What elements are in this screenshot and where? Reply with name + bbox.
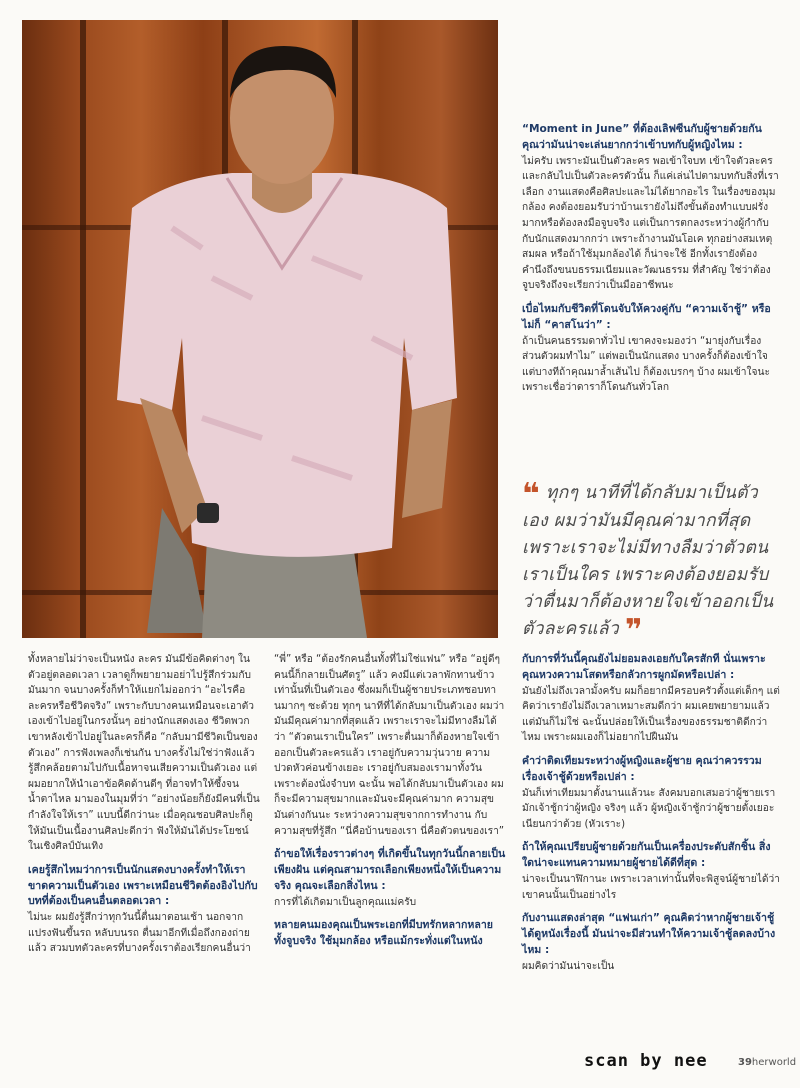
question-heading: เบื่อไหมกับชีวิตที่โดนจับให้ควงคู่กับ “ความเจ้าชู้” หรือไม่ก็ “คาสโนว่า” : xyxy=(522,302,771,331)
question-heading: คำว่าติดเทียมระหว่างผู้หญิงและผู้ชาย คุณว่าควรรวมเรื่องเจ้าชู้ด้วยหรือเปล่า : xyxy=(522,754,762,783)
question-heading: ถ้าให้คุณเปรียบผู้ชายด้วยกันเป็นเครื่องประดับสักชิ้น สิ่งใดน่าจะแทนความหมายผู้ชายได้ดีที่สุด : xyxy=(522,841,771,870)
answer-text: การที่ได้เกิดมาเป็นลูกคุณแม่ครับ xyxy=(274,896,417,908)
pull-quote-text: ทุกๆ นาทีที่ได้กลับมาเป็นตัวเอง ผมว่ามันมีคุณค่ามากที่สุด เพราะเราจะไม่มีทางลืมว่าตัวตนเราเป็นใคร เพราะคงต้องยอมรับว่าตื่นมาก็ต้องหายใจเข้าออกเป็นตัวละครแล้ว xyxy=(522,483,774,639)
page-folio xyxy=(738,1057,796,1068)
qa-block xyxy=(522,840,780,903)
answer-text: ไม่นะ ผมยังรู้สึกว่าทุกวันนี้ตื่นมาตอนเช้า นอกจากแปรงฟันขึ้นรถ หลับบนรถ ตื่นมาอีกทีเมื่อถึงกองถ่ายแล้ว สวมบทตัวละครที่บางครั้งเราต้องเรียกคนอื่นว่า xyxy=(28,912,251,955)
right-column-bottom xyxy=(522,652,780,982)
question-heading: หลายคนมองคุณเป็นพระเอกที่มีบทรักหลากหลาย ทั้งจูบจริง ใช้มุมกล้อง หรือแม้กระทั่งแต่ในหนัง xyxy=(274,919,493,947)
question-heading: ถ้าขอให้เรื่องราวต่างๆ ที่เกิดขึ้นในทุกวันนี้กลายเป็นเพียงฝัน แต่คุณสามารถเลือกเพียงหนึ่งให้เป็นความจริง คุณจะเลือกสิ่งไหน : xyxy=(274,848,506,892)
qa-block xyxy=(274,847,506,910)
answer-text: น่าจะเป็นนาฬิกานะ เพราะเวลาเท่านั้นที่จะพิสูจน์ผู้ชายได้ว่าเขาคนนั้นเป็นอย่างไร xyxy=(522,873,780,901)
question-heading: กับการที่วันนี้คุณยังไม่ยอมลงเอยกับใครสักที นั่นเพราะคุณหวงความโสดหรือกลัวการผูกมัดหรือเปล่า : xyxy=(522,653,766,681)
magazine-name: herworld xyxy=(751,1057,797,1068)
answer-text: มันก็เท่าเทียมมาตั้งนานแล้วนะ สังคมบอกเสมอว่าผู้ชายเรามักเจ้าชู้กว่าผู้หญิง จริงๆ แล้ว ผู้หญิงเจ้าชู้กว่าผู้ชายตั้งเยอะ เนียนกว่าด้วย (หัวเราะ) xyxy=(522,787,776,830)
cover-photo xyxy=(22,20,498,638)
question-heading: “Moment in June” ที่ต้องเลิฟซีนกับผู้ชายด้วยกัน คุณว่ามันน่าจะเล่นยากกว่าเข้าบทกับผู้หญิงไหม : xyxy=(522,123,762,151)
qa-block xyxy=(522,302,780,396)
question-heading: เคยรู้สึกไหมว่าการเป็นนักแสดงบางครั้งทำให้เราขาดความเป็นตัวเอง เพราะเหมือนชีวิตต้องอิงไปกับบทที่ต้องเป็นคนอื่นตลอดเวลา : xyxy=(28,863,258,908)
body-paragraph: “พี่” หรือ “ต้องรักคนอื่นทั้งที่ไม่ใช่แฟน” หรือ “อยู่ดีๆ คนนี้ก็กลายเป็นศัตรู” แล้ว คงมีแต่เวลาพักทานข้าวเท่านั้นที่เป็นตัวเอง ซึ่งผมก็เป็นผู้ชายประเภทชอบทานมากๆ ซะด้วย ทุกๆ นาทีที่ได้กลับมาเป็นตัวเอง ผมว่ามันมีคุณค่ามากที่สุดแล้ว เพราะเราจะไม่มีทางลืมได้ว่า “ตัวตนเราเป็นใคร” เพราะตื่นมาก็ต้องหายใจเข้าออกเป็นตัวละครแล้ว เราอยู่กับความวุ่นวาย ความปวดหัวค่อนข้างเยอะ เราอยู่กับสมองเรามาทั้งวันเพราะต้องนั่งจำบท ฉะนั้น พอได้กลับมาเป็นตัวเอง ผมก็จะมีความสุขมากและมันจะมีคุณค่ามาก ความสุขมันต่างกันนะ ระหว่างความสุขจากการทำงาน กับความสุขที่รู้สึก “นี่คือบ้านของเรา นี่คือตัวตนของเรา” xyxy=(274,654,505,837)
open-quote-icon: ❝ xyxy=(522,477,540,512)
middle-column xyxy=(274,652,506,958)
qa-block xyxy=(522,754,780,832)
question-heading: กับงานแสดงล่าสุด “แฟนเก่า” คุณคิดว่าหากผู้ชายเจ้าชู้ได้ดูหนังเรื่องนี้ มันน่าจะมีส่วนทำให้ความเจ้าชู้ลดลงบ้างไหม : xyxy=(522,912,776,956)
qa-block xyxy=(28,863,260,957)
man-portrait-illustration xyxy=(112,38,462,638)
answer-text: มันยังไม่ถึงเวลามั้งครับ ผมก็อยากมีครอบครัวตั้งแต่เด็กๆ แต่คิดว่าเรายังไม่ถึงเวลาเหมาะสมดีกว่า ผมเคยพยายามแล้ว แต่มันก็ไม่ใช่ ฉะนั้นปล่อยให้เป็นเรื่องของธรรมชาติดีกว่าไหม เพราะผมเองก็ไม่อยากไปฝืนมัน xyxy=(522,685,780,744)
page-number: 39 xyxy=(738,1057,752,1068)
right-column-top xyxy=(522,122,780,404)
pull-quote xyxy=(522,477,778,648)
answer-text: ถ้าเป็นคนธรรมดาทั่วไป เขาคงจะมองว่า “มายุ่งกับเรื่องส่วนตัวผมทำไม” แต่พอเป็นนักแสดง บางครั้งก็ต้องเข้าใจ แต่บางทีถ้าคุณมาล้ำเส้นไป ก็ต้องเบรกๆ บ้าง ผมเข้าใจนะเพราะเชื่อว่าดาราก็โดนกันทั่วโลก xyxy=(522,335,770,394)
qa-block xyxy=(522,911,780,974)
wall-panel-seam xyxy=(80,20,86,638)
qa-block xyxy=(274,918,506,950)
answer-text: ผมคิดว่ามันน่าจะเป็น xyxy=(522,960,615,972)
qa-block xyxy=(522,122,780,294)
scan-credit: scan by nee xyxy=(584,1051,708,1071)
body-paragraph: ทั้งหลายไม่ว่าจะเป็นหนัง ละคร มันมีข้อคิดต่างๆ ในตัวอยู่ตลอดเวลา เวลาดูก็พยายามอย่าไปรู้สึกร่วมกับมันมาก จนบางครั้งก็ทำให้แยกไม่ออกว่า “อะไรคือละครหรือชีวิตจริง” เพราะกับบางคนเหมือนจะเอาตัวเองเข้าไปอยู่ในกรงนั้นๆ อย่างนักแสดงเอง ชีวิตพวกเขาหลังเข้าไปอยู่ในละครก็คือ “กลับมามีชีวิตเป็นของตัวเอง” การฟังเพลงก็เช่นกัน บางครั้งไม่ใช่ว่าฟังแล้วรู้สึกคล้อยตามไปกับเนื้อหาจนเสียความเป็นตัวเอง แต่ผมอยากให้นำเอาข้อคิดด้านดีๆ ที่อาจทำให้ซึ้งจนน้ำตาไหล มามองในมุมที่ว่า “อย่างน้อยก็ยังมีคนที่เป็นกำลังใจให้เรา” แบบนี้ดีกว่านะ เมื่อคุณชอบศิลปะก็ดูให้มันเป็นเนื้องานศิลปะดีกว่า ฟังให้มันได้ประโยชน์ในเชิงศิลป์บันเทิง xyxy=(28,654,260,853)
answer-text: ไม่ครับ เพราะมันเป็นตัวละคร พอเข้าใจบท เข้าใจตัวละคร และกลับไปเป็นตัวละครตัวนั้น ก็แค่เล่นไปตามบทกับสิ่งที่เราเลือก งานแสดงคือศิลปะและไม่ได้ยากอะไร ในเรื่องของมุมกล้อง คงต้องยอมรับว่าบ้านเรายังไม่ถึงขั้นต้องทำแบบฝรั่งมากหรือต้องลงมือจูบจริง แต่เป็นการตกลงระหว่างผู้กำกับกับนักแสดงมากกว่า เพราะถ้างานมันโอเค ทุกอย่างสมเหตุสมผล หรือถ้าใช้มุมกล้องได้ ก็น่าจะใช้ อีกทั้งเรายังต้องคำนึงถึงขนบธรรมเนียมและวัฒนธรรม ที่สำคัญ ใช่ว่าต้องจูบจริงถึงจะเรียกว่าเป็นมืออาชีพนะ xyxy=(522,155,779,292)
left-column xyxy=(28,652,260,965)
qa-block xyxy=(522,652,780,746)
close-quote-icon: ❞ xyxy=(624,613,643,648)
